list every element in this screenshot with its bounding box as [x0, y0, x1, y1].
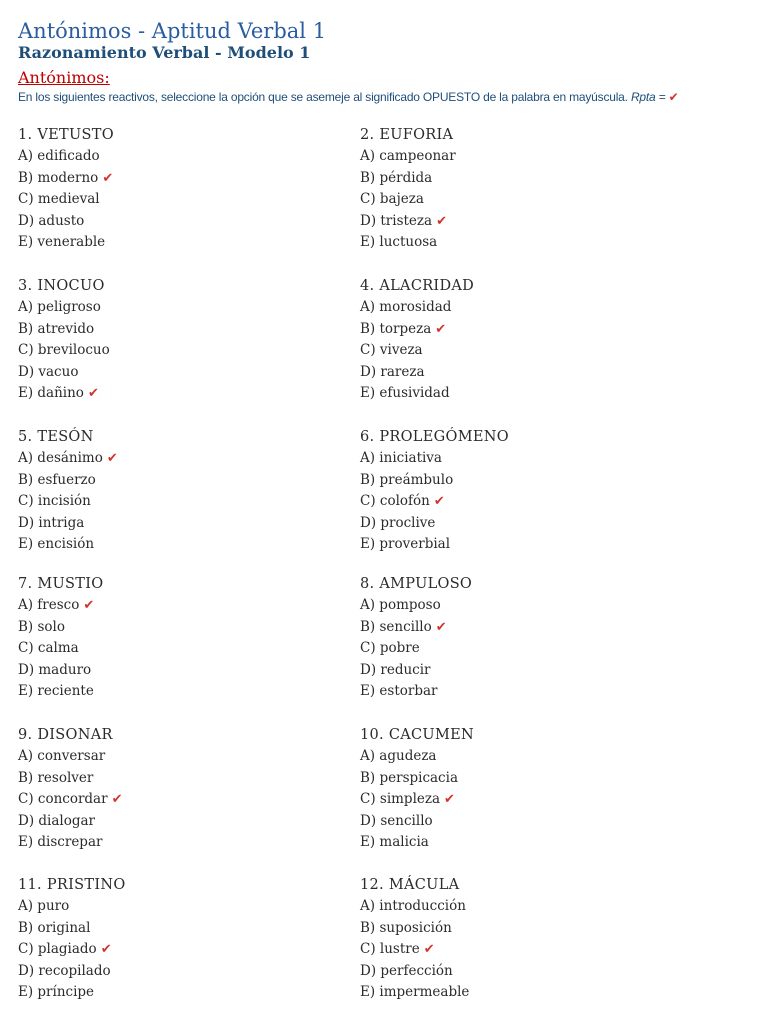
answer-option	[18, 383, 358, 405]
question-block	[18, 573, 358, 703]
question-block	[18, 124, 358, 254]
answer-option	[360, 448, 700, 470]
question-block	[18, 874, 358, 1004]
question-block	[360, 724, 700, 854]
answer-option	[18, 340, 358, 362]
answer-option	[360, 595, 700, 617]
option-label: D) reducir	[360, 661, 431, 678]
answer-option	[360, 534, 700, 556]
answer-option	[18, 768, 358, 790]
answer-option	[18, 811, 358, 833]
answer-option	[18, 746, 358, 768]
answer-option	[18, 297, 358, 319]
answer-option	[360, 638, 700, 660]
option-label: B) suposición	[360, 919, 452, 936]
option-label: D) vacuo	[18, 363, 79, 380]
option-label: D) intriga	[18, 514, 85, 531]
option-label: A) agudeza	[360, 748, 437, 764]
option-label: C) viveza	[360, 342, 423, 358]
option-label: A) conversar	[18, 748, 106, 764]
answer-option	[360, 362, 700, 384]
option-label: D) maduro	[18, 661, 92, 678]
answer-option	[18, 832, 358, 854]
option-label: E) estorbar	[360, 683, 438, 699]
answer-option	[18, 146, 358, 168]
option-label: A) edificado	[18, 148, 100, 164]
answer-option	[360, 896, 700, 918]
option-label: C) brevilocuo	[18, 342, 110, 358]
option-label: B) preámbulo	[360, 471, 454, 488]
answer-option	[18, 491, 358, 513]
option-label: C) lustre	[360, 941, 420, 957]
answer-option	[18, 660, 358, 682]
answer-option	[18, 617, 358, 639]
check-icon: ✔	[433, 494, 445, 509]
option-label: C) simpleza	[360, 791, 441, 807]
answer-option	[18, 982, 358, 1004]
question-block	[360, 275, 700, 405]
option-label: E) efusividad	[360, 385, 450, 401]
question-title: 7. MUSTIO	[18, 576, 104, 592]
option-label: A) fresco	[18, 597, 80, 613]
option-label: C) colofón	[360, 493, 430, 509]
answer-option	[360, 961, 700, 983]
question-block	[360, 874, 700, 1004]
answer-option	[360, 811, 700, 833]
option-label: C) medieval	[18, 191, 100, 207]
answer-option	[360, 832, 700, 854]
answer-option	[360, 189, 700, 211]
option-label: E) luctuosa	[360, 234, 438, 250]
option-label: B) perspicacia	[360, 769, 458, 786]
question-block	[18, 426, 358, 556]
answer-option	[18, 513, 358, 535]
option-label: C) incisión	[18, 493, 91, 509]
question-title: 2. EUFORIA	[360, 127, 454, 143]
answer-option	[18, 595, 358, 617]
option-label: D) rareza	[360, 363, 425, 380]
question-title: 1. VETUSTO	[18, 127, 114, 143]
question-block	[18, 724, 358, 854]
answer-option	[360, 491, 700, 513]
answer-option	[360, 768, 700, 790]
answer-option	[360, 681, 700, 703]
option-label: D) adusto	[18, 212, 85, 229]
option-label: B) torpeza	[360, 320, 432, 337]
question-block	[360, 124, 700, 254]
option-label: B) original	[18, 919, 91, 936]
answer-option	[18, 638, 358, 660]
option-label: D) proclive	[360, 514, 436, 531]
answer-option	[360, 232, 700, 254]
option-label: A) introducción	[360, 898, 466, 914]
answer-option	[360, 617, 700, 639]
answer-option	[18, 448, 358, 470]
option-label: D) tristeza	[360, 212, 433, 229]
question-block	[18, 275, 358, 405]
option-label: D) recopilado	[18, 962, 111, 979]
option-label: E) encisión	[18, 536, 95, 552]
question-title: 6. PROLEGÓMENO	[360, 429, 509, 445]
page-title: Antónimos - Aptitud Verbal 1	[18, 19, 327, 43]
check-icon: ✔	[435, 321, 447, 337]
option-label: E) príncipe	[18, 984, 95, 1000]
answer-option	[360, 470, 700, 492]
option-label: A) puro	[18, 898, 70, 914]
option-label: B) resolver	[18, 769, 94, 786]
question-title: 11. PRISTINO	[18, 877, 126, 893]
check-icon: ✔	[111, 792, 123, 807]
answer-option	[360, 146, 700, 168]
option-label: B) moderno	[18, 169, 99, 186]
option-label: E) venerable	[18, 234, 106, 250]
answer-option	[360, 660, 700, 682]
question-title: 12. MÁCULA	[360, 877, 460, 893]
check-icon: ✔	[668, 90, 679, 104]
option-label: A) peligroso	[18, 299, 101, 315]
check-icon: ✔	[444, 792, 455, 807]
option-label: A) campeonar	[360, 148, 456, 164]
question-block	[360, 573, 700, 703]
rpta-label: Rpta =	[630, 90, 666, 104]
answer-option	[360, 211, 700, 233]
option-label: E) impermeable	[360, 984, 470, 1000]
check-icon: ✔	[436, 213, 447, 229]
answer-option	[360, 746, 700, 768]
answer-option	[18, 189, 358, 211]
answer-option	[360, 383, 700, 405]
answer-option	[360, 513, 700, 535]
option-label: C) calma	[18, 640, 79, 656]
option-label: C) concordar	[18, 791, 108, 807]
check-icon: ✔	[87, 386, 99, 401]
answer-option	[360, 789, 700, 811]
answer-option	[360, 297, 700, 319]
option-label: D) dialogar	[18, 812, 95, 829]
option-label: E) dañino	[18, 385, 84, 401]
check-icon: ✔	[106, 451, 118, 466]
check-icon: ✔	[83, 598, 95, 613]
option-label: C) pobre	[360, 640, 420, 656]
answer-option	[18, 211, 358, 233]
answer-option	[360, 340, 700, 362]
option-label: A) morosidad	[360, 299, 452, 315]
option-label: E) discrepar	[18, 834, 103, 850]
option-label: E) proverbial	[360, 536, 451, 552]
answer-option	[18, 918, 358, 940]
answer-option	[18, 939, 358, 961]
answer-option	[360, 982, 700, 1004]
question-title: 5. TESÓN	[18, 429, 94, 445]
option-label: B) pérdida	[360, 169, 433, 186]
section-heading: Antónimos:	[18, 68, 110, 87]
option-label: B) sencillo	[360, 618, 432, 635]
answer-option	[360, 918, 700, 940]
check-icon: ✔	[100, 942, 112, 957]
option-label: C) plagiado	[18, 941, 97, 957]
option-label: A) desánimo	[18, 450, 103, 466]
answer-option	[18, 168, 358, 190]
question-title: 3. INOCUO	[18, 278, 105, 294]
answer-option	[18, 789, 358, 811]
answer-option	[360, 939, 700, 961]
option-label: C) bajeza	[360, 191, 424, 207]
option-label: B) esfuerzo	[18, 471, 96, 488]
instructions-text: En los siguientes reactivos, seleccione la opción que se asemeje al significado OPUESTO de la palabra en mayúscula.	[18, 90, 628, 104]
answer-option	[18, 362, 358, 384]
answer-option	[360, 168, 700, 190]
question-title: 8. AMPULOSO	[360, 576, 473, 592]
answer-option	[18, 961, 358, 983]
check-icon: ✔	[435, 619, 447, 635]
instructions	[18, 89, 678, 105]
option-label: E) reciente	[18, 683, 94, 699]
option-label: A) pomposo	[360, 597, 441, 613]
answer-option	[18, 896, 358, 918]
answer-option	[18, 319, 358, 341]
option-label: A) iniciativa	[360, 450, 442, 466]
option-label: D) perfección	[360, 962, 453, 979]
answer-option	[18, 534, 358, 556]
answer-option	[360, 319, 700, 341]
option-label: B) solo	[18, 618, 65, 635]
page-subtitle: Razonamiento Verbal - Modelo 1	[18, 43, 311, 62]
question-title: 9. DISONAR	[18, 727, 113, 743]
option-label: D) sencillo	[360, 812, 433, 829]
question-title: 10. CACUMEN	[360, 727, 474, 743]
option-label: E) malicia	[360, 834, 429, 850]
answer-option	[18, 232, 358, 254]
option-label: B) atrevido	[18, 320, 95, 337]
answer-option	[18, 470, 358, 492]
check-icon: ✔	[102, 170, 114, 186]
answer-option	[18, 681, 358, 703]
question-block	[360, 426, 700, 556]
check-icon: ✔	[423, 942, 435, 957]
question-title: 4. ALACRIDAD	[360, 278, 475, 294]
